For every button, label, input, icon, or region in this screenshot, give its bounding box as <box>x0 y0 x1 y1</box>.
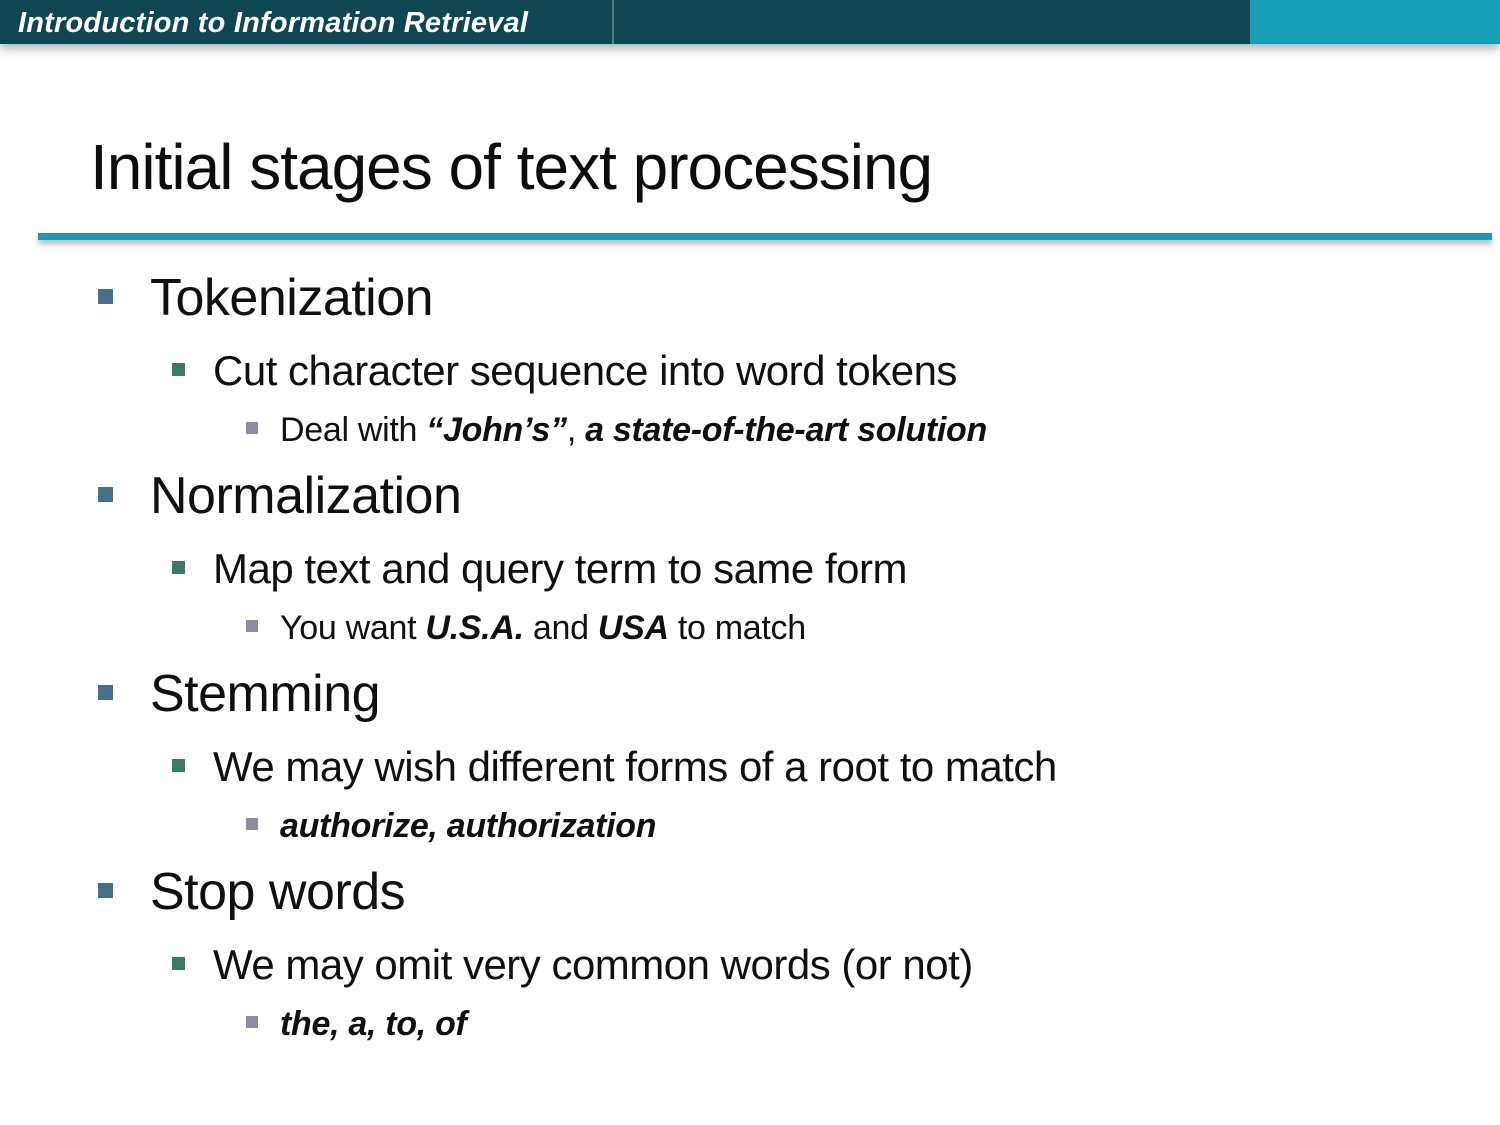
text-segment: authorize, authorization <box>280 806 657 845</box>
square-bullet-icon <box>172 561 185 574</box>
text-segment: U.S.A. <box>425 608 524 647</box>
text-segment: the, a, to, of <box>280 1004 467 1043</box>
text-segment: “John’s” <box>426 410 567 449</box>
bullet-list <box>0 265 1500 1051</box>
bullet-text <box>280 411 987 450</box>
square-bullet-icon <box>172 957 185 970</box>
square-bullet-icon <box>172 363 185 376</box>
header-accent-block <box>1250 0 1500 44</box>
slide-title: Initial stages of text processing <box>90 131 933 203</box>
bullet-text: We may omit very common words (or not) <box>213 941 973 988</box>
bullet-item-normalization <box>0 463 1500 529</box>
text-segment: You want <box>280 608 426 647</box>
bullet-item-stop-words <box>0 859 1500 925</box>
bullet-item-authorize <box>0 799 1500 853</box>
course-title: Introduction to Information Retrieval <box>18 7 529 39</box>
square-bullet-icon <box>246 422 258 434</box>
bullet-item-tokenization <box>0 265 1500 331</box>
text-segment: , <box>566 410 586 449</box>
bullet-item-cut-character <box>0 341 1500 401</box>
bullet-text: Tokenization <box>150 269 434 327</box>
square-bullet-icon <box>246 818 258 830</box>
square-bullet-icon <box>98 685 113 700</box>
header-divider <box>612 0 614 44</box>
text-segment: Deal with <box>280 410 427 449</box>
bullet-item-omit-common <box>0 935 1500 995</box>
square-bullet-icon <box>98 883 113 898</box>
text-segment: a state-of-the-art solution <box>585 410 987 449</box>
text-segment: to match <box>668 608 806 647</box>
square-bullet-icon <box>98 487 113 502</box>
bullet-text: Stop words <box>150 863 406 921</box>
bullet-text <box>280 1005 467 1044</box>
bullet-text <box>280 807 656 846</box>
bullet-text: Cut character sequence into word tokens <box>213 347 957 394</box>
bullet-item-stemming <box>0 661 1500 727</box>
square-bullet-icon <box>98 289 113 304</box>
bullet-text: We may wish different forms of a root to match <box>213 743 1057 790</box>
square-bullet-icon <box>246 1016 258 1028</box>
bullet-text: Normalization <box>150 467 462 525</box>
bullet-item-usa-match <box>0 601 1500 655</box>
text-segment: USA <box>597 608 669 647</box>
bullet-item-the-a-to-of <box>0 997 1500 1051</box>
header-bar <box>0 0 1500 44</box>
bullet-text: Stemming <box>150 665 381 723</box>
bullet-item-root-match <box>0 737 1500 797</box>
square-bullet-icon <box>246 620 258 632</box>
bullet-item-deal-with <box>0 403 1500 457</box>
text-segment: and <box>523 608 598 647</box>
title-rule <box>38 233 1492 240</box>
bullet-item-map-text <box>0 539 1500 599</box>
bullet-text: Map text and query term to same form <box>213 545 907 592</box>
square-bullet-icon <box>172 759 185 772</box>
bullet-text <box>280 609 806 648</box>
